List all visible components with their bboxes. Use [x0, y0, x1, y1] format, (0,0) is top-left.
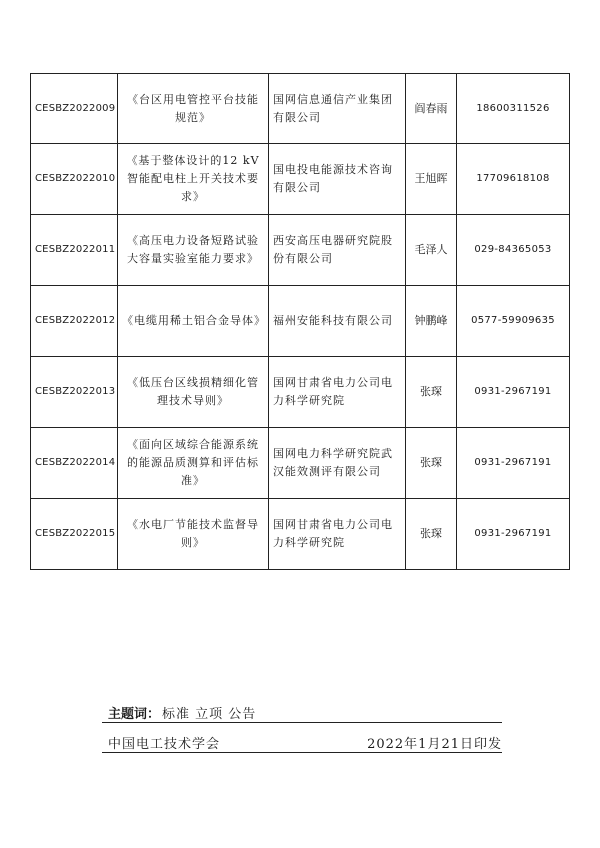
row-code: CESBZ2022013 [31, 357, 118, 428]
row-code: CESBZ2022011 [31, 215, 118, 286]
row-standard-name: 《低压台区线损精细化管理技术导则》 [118, 357, 269, 428]
table-row [31, 357, 570, 428]
row-organization: 国电投电能源技术咨询有限公司 [269, 144, 406, 215]
table-row [31, 499, 570, 570]
row-organization: 西安高压电器研究院股份有限公司 [269, 215, 406, 286]
row-code: CESBZ2022009 [31, 74, 118, 144]
table-row [31, 74, 570, 144]
row-standard-name: 《电缆用稀土铝合金导体》 [118, 286, 269, 357]
row-contact-person: 钟鹏峰 [406, 286, 457, 357]
keywords-label: 主题词： [108, 707, 161, 722]
row-code: CESBZ2022015 [31, 499, 118, 570]
row-phone: 029-84365053 [457, 215, 570, 286]
row-contact-person: 王旭晖 [406, 144, 457, 215]
keywords-line [108, 703, 256, 722]
table-row [31, 286, 570, 357]
row-contact-person: 张琛 [406, 357, 457, 428]
row-code: CESBZ2022012 [31, 286, 118, 357]
table-row [31, 215, 570, 286]
row-organization: 国网信息通信产业集团有限公司 [269, 74, 406, 144]
row-contact-person: 张琛 [406, 428, 457, 499]
issuing-organization: 中国电工技术学会 [108, 737, 221, 752]
row-standard-name: 《基于整体设计的12 kV智能配电柱上开关技术要求》 [118, 144, 269, 215]
row-phone: 18600311526 [457, 74, 570, 144]
row-contact-person: 毛泽人 [406, 215, 457, 286]
row-standard-name: 《面向区域综合能源系统的能源品质测算和评估标准》 [118, 428, 269, 499]
footer-top-rule [102, 722, 502, 723]
row-organization: 福州安能科技有限公司 [269, 286, 406, 357]
row-code: CESBZ2022010 [31, 144, 118, 215]
row-phone: 17709618108 [457, 144, 570, 215]
row-contact-person: 阎春雨 [406, 74, 457, 144]
table-row [31, 144, 570, 215]
row-contact-person: 张琛 [406, 499, 457, 570]
row-organization: 国网甘肃省电力公司电力科学研究院 [269, 357, 406, 428]
footer-bottom-rule [102, 752, 502, 753]
project-table [30, 73, 570, 570]
row-organization: 国网甘肃省电力公司电力科学研究院 [269, 499, 406, 570]
table-row [31, 428, 570, 499]
row-phone: 0577-59909635 [457, 286, 570, 357]
row-standard-name: 《水电厂节能技术监督导则》 [118, 499, 269, 570]
issue-date: 2022年1月21日印发 [367, 737, 502, 752]
row-standard-name: 《台区用电管控平台技能规范》 [118, 74, 269, 144]
row-organization: 国网电力科学研究院武汉能效测评有限公司 [269, 428, 406, 499]
row-phone: 0931-2967191 [457, 357, 570, 428]
row-phone: 0931-2967191 [457, 428, 570, 499]
row-phone: 0931-2967191 [457, 499, 570, 570]
row-code: CESBZ2022014 [31, 428, 118, 499]
keywords-text: 标准 立项 公告 [162, 707, 257, 722]
row-standard-name: 《高压电力设备短路试验大容量实验室能力要求》 [118, 215, 269, 286]
